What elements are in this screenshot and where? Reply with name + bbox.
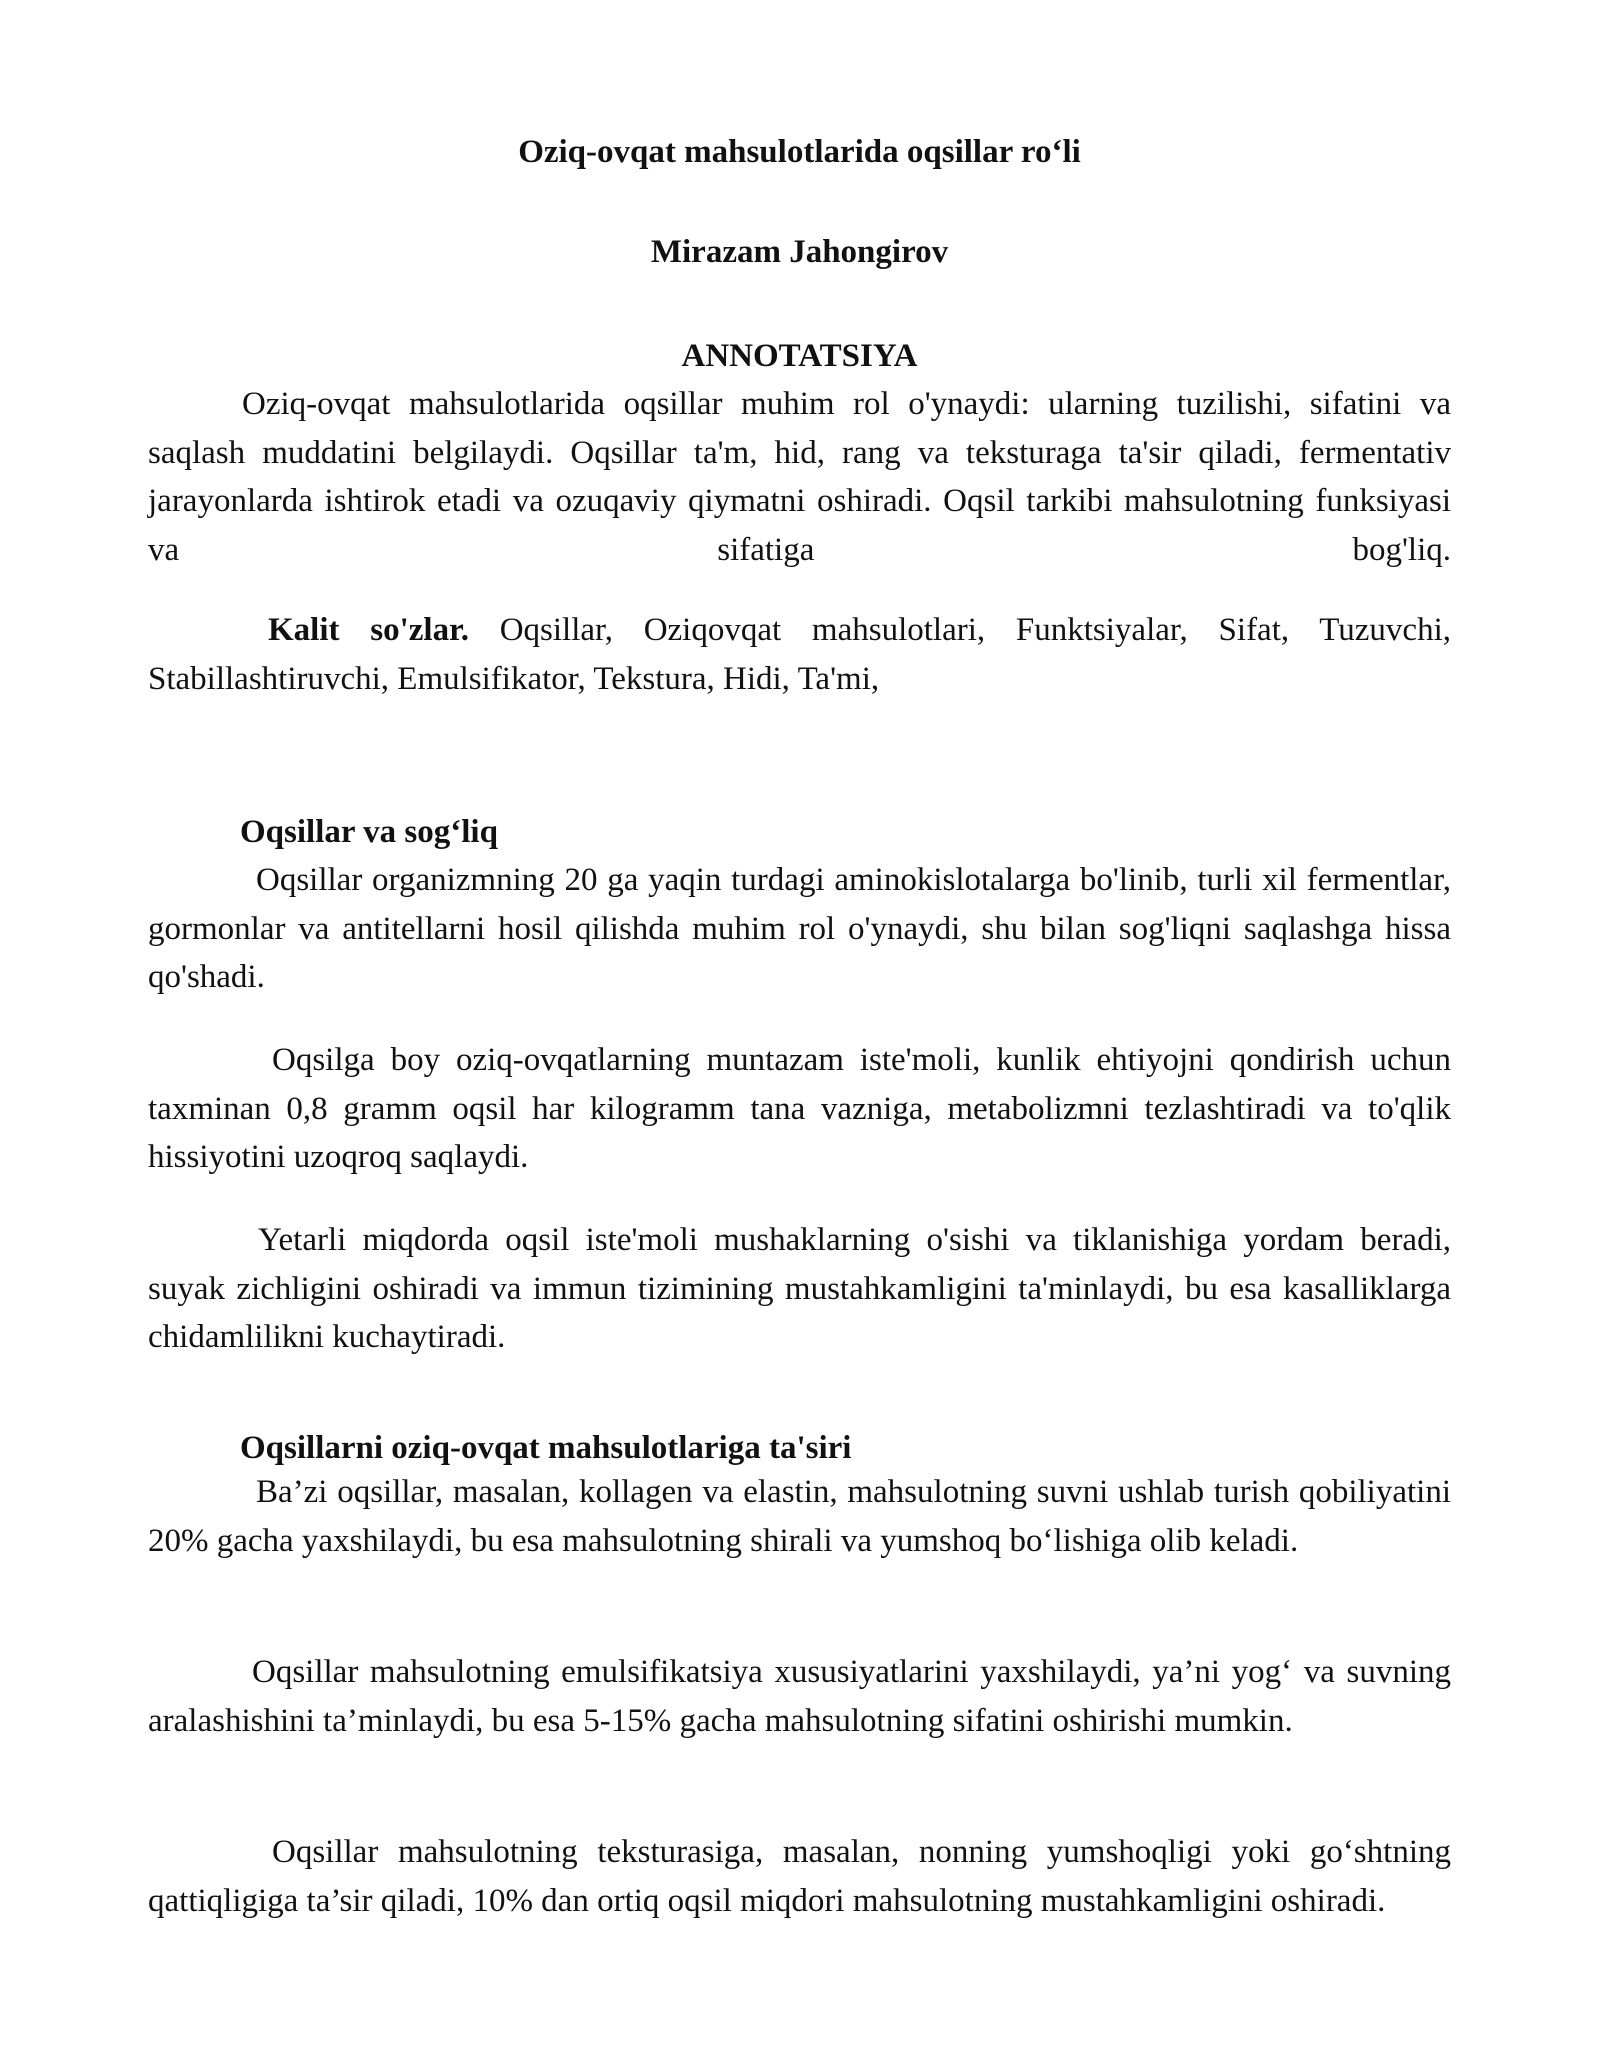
section-food-effects-paragraph: Oqsillar mahsulotning teksturasiga, masalan, nonning yumshoqligi yoki go‘shtning qattiqligiga ta’sir qiladi, 10% dan ortiq oqsil miqdori mahsulotning mustahkamligini oshiradi. [148, 1834, 1451, 1919]
abstract-paragraph: Oziq-ovqat mahsulotlarida oqsillar muhim rol o'ynaydi: ularning tuzilishi, sifatini va saqlash muddatini belgilaydi. Oqsillar ta'm, hid, rang va teksturaga ta'sir qiladi, fermentativ jarayonlarda ishtirok etadi va ozuqaviy qiymatni oshiradi. Oqsil tarkibi mahsulotning funksiyasi va sifatiga bog'liq. [148, 386, 1451, 568]
author-name: Mirazam Jahongirov [650, 234, 949, 270]
document-page [148, 0, 1451, 2070]
section-heading-food-effects: Oqsillarni oziq-ovqat mahsulotlariga ta'siri [240, 1430, 852, 1466]
section-food-effects-paragraph: Ba’zi oqsillar, masalan, kollagen va elastin, mahsulotning suvni ushlab turish qobiliyatini 20% gacha yaxshilaydi, bu esa mahsulotning shirali va yumshoq bo‘lishiga olib keladi. [148, 1474, 1451, 1559]
keywords-label: Kalit so'zlar. [268, 612, 469, 648]
section-health-paragraph: Oqsilga boy oziq-ovqatlarning muntazam iste'moli, kunlik ehtiyojni qondirish uchun taxminan 0,8 gramm oqsil har kilogramm tana vazniga, metabolizmni tezlashtiradi va to'qlik hissiyotini uzoqroq saqlaydi. [148, 1042, 1451, 1175]
keywords-list: Oqsillar, Oziqovqat mahsulotlari, Funktsiyalar, Sifat, Tuzuvchi, Stabillashtiruvchi, Emulsifikator, Tekstura, Hidi, Ta'mi, [148, 612, 1451, 697]
section-health-paragraph: Yetarli miqdorda oqsil iste'moli mushaklarning o'sishi va tiklanishiga yordam beradi, suyak zichligini oshiradi va immun tizimining mustahkamligini ta'minlaydi, bu esa kasalliklarga chidamlilikni kuchaytiradi. [148, 1222, 1451, 1355]
abstract-heading: ANNOTATSIYA [681, 338, 918, 374]
section-health-paragraph: Oqsillar organizmning 20 ga yaqin turdagi aminokislotalarga bo'linib, turli xil fermentlar, gormonlar va antitellarni hosil qilishda muhim rol o'ynaydi, shu bilan sog'liqni saqlashga hissa qo'shadi. [148, 862, 1451, 995]
section-heading-health: Oqsillar va sog‘liq [240, 814, 498, 850]
keywords-paragraph [148, 606, 1451, 703]
page-title: Oziq-ovqat mahsulotlarida oqsillar ro‘li [518, 134, 1081, 170]
section-food-effects-paragraph: Oqsillar mahsulotning emulsifikatsiya xususiyatlarini yaxshilaydi, ya’ni yog‘ va suvning aralashishini ta’minlaydi, bu esa 5-15% gacha mahsulotning sifatini oshirishi mumkin. [148, 1654, 1451, 1739]
